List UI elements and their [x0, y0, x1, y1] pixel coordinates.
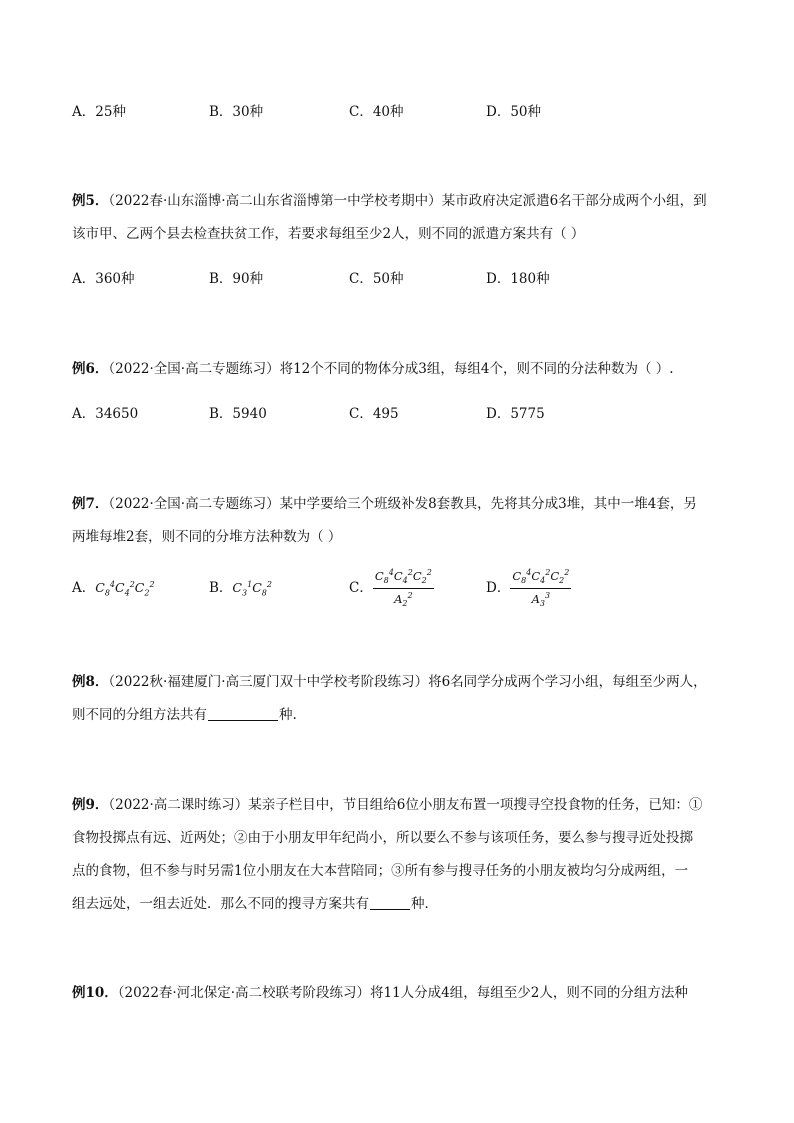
ex5-line1: [72, 192, 707, 210]
ex9-text4a: 组去远处，一组去近处．那么不同的搜寻方案共有: [72, 896, 369, 912]
ex8-text1: （2022秋·福建厦门·高三厦门双十中学校考阶段练习）将6名同学分成两个学习小组，每组至少两人，: [108, 674, 707, 690]
option-b-formula: $C_3^1C_8^2$: [232, 580, 272, 598]
ex7-options: [72, 566, 722, 609]
ex8-text2b: 种.: [279, 707, 297, 723]
q4-options: [72, 103, 722, 133]
ex8-line1: [72, 673, 707, 691]
ex6-line1: [72, 360, 674, 378]
ex9-text4b: 种．: [411, 896, 438, 912]
ex9-line3: 点的食物，但不参与时另需1位小朋友在大本营陪同；③所有参与搜寻任务的小朋友被均匀分成两组，一: [72, 863, 689, 879]
option-c: C．50种: [349, 271, 404, 287]
ex7-label: 例7．: [72, 496, 109, 512]
option-c-letter: C．: [349, 580, 373, 597]
option-b-letter: B．: [209, 580, 233, 597]
ex5-text1: （2022春·山东淄博·高二山东省淄博第一中学校考期中）某市政府决定派遣6名干部分成两个小组，到: [108, 193, 707, 209]
option-c-formula: $\frac{C_8^4C_4^2C_2^2}{A_2^2}$: [374, 568, 432, 609]
ex10-text1: （2022春·河北保定·高二校联考阶段练习）将11人分成4组，每组至少2人，则不同的分组方法种: [117, 985, 688, 1001]
ex9-text1: （2022·高二课时练习）某亲子栏目中，节目组给6位小朋友布置一项搜寻空投食物的任务，已知：①: [108, 797, 703, 813]
ex6-options: [72, 405, 722, 435]
option-a-formula: $C_8^4C_4^2C_2^2$: [95, 580, 155, 598]
option-b: B．90种: [209, 271, 264, 287]
option-c: C．495: [349, 406, 399, 422]
option-a: A．25种: [72, 104, 126, 120]
ex5-label: 例5．: [72, 193, 109, 209]
answer-blank[interactable]: [370, 895, 410, 910]
ex9-line2: 食物投掷点有远、近两处；②由于小朋友甲年纪尚小，所以要么不参与该项任务，要么参与搜寻近处投掷: [72, 830, 693, 846]
ex5-line2: 该市甲、乙两个县去检查扶贫工作，若要求每组至少2人，则不同的派遣方案共有（ ）: [72, 226, 585, 242]
option-a: A．360种: [72, 271, 135, 287]
ex7-line1: [72, 495, 697, 513]
option-d: D．50种: [486, 104, 542, 120]
ex9-label: 例9．: [72, 797, 109, 813]
ex6-text1: （2022·全国·高二专题练习）将12个不同的物体分成3组，每组4个，则不同的分法种数为（ ）.: [108, 361, 674, 377]
option-d: D．5775: [486, 406, 545, 422]
option-d-formula: $\frac{C_8^4C_4^2C_2^2}{A_3^3}$: [512, 568, 570, 609]
option-a: A．34650: [72, 406, 139, 422]
ex7-text1: （2022·全国·高二专题练习）某中学要给三个班级补发8套教具，先将其分成3堆，其中一堆4套，另: [108, 496, 697, 512]
ex7-line2: 两堆每堆2套，则不同的分堆方法种数为（ ）: [72, 529, 342, 545]
ex9-line1: [72, 796, 702, 814]
ex10-label: 例10．: [72, 985, 118, 1001]
option-b: B．30种: [209, 104, 264, 120]
option-c: [349, 566, 434, 611]
ex8-text2a: 则不同的分组方法共有: [72, 707, 207, 723]
ex5-options: [72, 270, 722, 300]
option-c: C．40种: [349, 104, 404, 120]
option-b: [209, 576, 272, 603]
ex8-line2: [72, 706, 297, 724]
option-d: D．180种: [486, 271, 550, 287]
option-b: B．5940: [209, 406, 267, 422]
option-d: [486, 566, 571, 611]
ex9-line4: [72, 895, 438, 913]
ex6-label: 例6．: [72, 361, 109, 377]
ex10-line1: [72, 984, 688, 1002]
option-a-letter: A．: [72, 580, 96, 597]
option-a: [72, 576, 155, 603]
option-d-letter: D．: [486, 580, 511, 597]
ex8-label: 例8．: [72, 674, 109, 690]
answer-blank[interactable]: [208, 706, 278, 721]
